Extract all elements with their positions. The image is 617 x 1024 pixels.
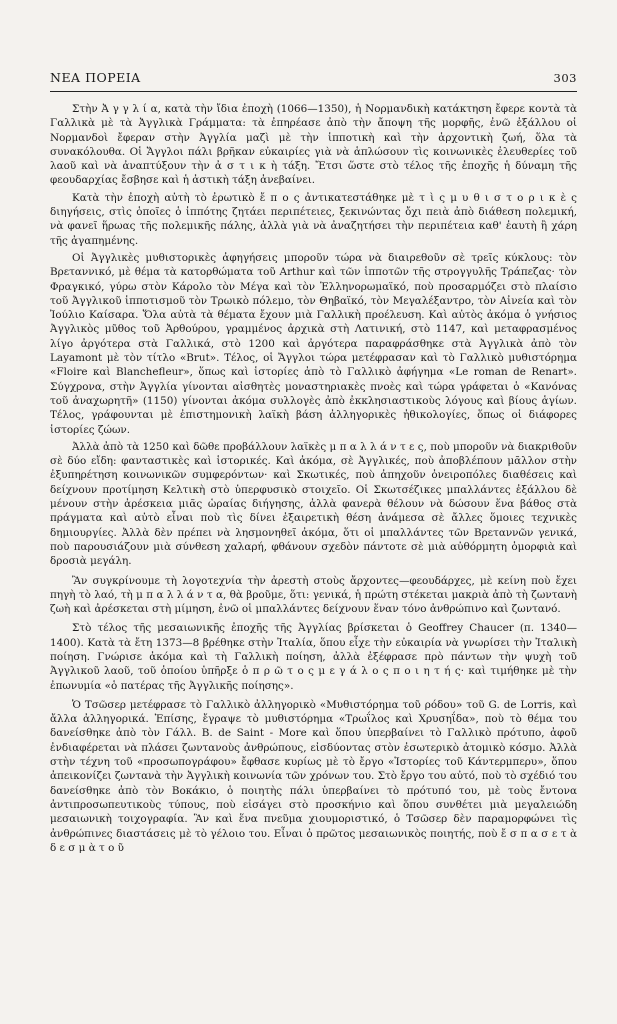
running-header [50,70,577,91]
header-rule [50,91,577,92]
paragraph: Στὸ τέλος τῆς μεσαιωνικῆς ἐποχῆς τῆς Ἀγγλίας βρίσκεται ὁ Geoffrey Chaucer (π. 1340—1400). Κατὰ τὰ ἔτη 1373—8 βρέθηκε στὴν Ἰταλία, ὅπου εἶχε τὴν εὐκαιρία νὰ γνωρίσει τὴν Ἰταλικὴ ποίηση. Γνώρισε ἀκόμα καὶ τὴ Γαλλικὴ ποίηση, ἀλλὰ ἐξέφρασε πρὸ πάντων τὴν ψυχὴ τοῦ Ἀγγλικοῦ λαοῦ, τοῦ ὁποίου ὑπῆρξε ὁ π ρ ῶ τ ο ς μ ε γ ά λ ο ς π ο ι η τ ή ς· καὶ τιμήθηκε μὲ τὴν ἐπωνυμία «ὁ πατέρας τῆς Ἀγγλικῆς ποίησης». [50,622,577,692]
article-body [50,102,577,855]
paragraph: Οἱ Ἀγγλικὲς μυθιστορικὲς ἀφηγήσεις μποροῦν τώρα νὰ διαιρεθοῦν σὲ τρεῖς κύκλους: τὸν Βρεταννικό, μὲ θέμα τὰ κατορθώματα τοῦ Arthur καὶ τῶν ἱπποτῶν τῆς στρογγυλῆς Τράπεζας· τὸν Φραγκικό, γύρω στὸν Κάρολο τὸν Μέγα καὶ τὸν Ἑλληνορωμαϊκό, ποὺ προσαρμόζει στὸ πλαίσιο τοῦ Ἀγγλικοῦ ἱπποτισμοῦ τὸν Τρωικὸ πόλεμο, τὸν Θηβαϊκό, τὸν Μεγαλέξαντρο, τὸν Αἰνεία καὶ τὸν Ἰούλιο Καίσαρα. Ὅλα αὐτὰ τὰ θέματα ἔχουν μιὰ Γαλλικὴ προέλευση. Καὶ αὐτὸς ἀκόμα ὁ γνήσιος Ἀγγλικὸς μῦθος τοῦ Ἀρθούρου, γραμμένος ἀρχικὰ στὴ Λατινική, στὸ 1147, καὶ μεταφρασμένος λίγο ἀργότερα στὰ Γαλλικά, στὸ 1200 καὶ ἀργότερα παραφράσθηκε στὰ Ἀγγλικὰ ἀπὸ τὸν Layamont μὲ τὸν τίτλο «Brut». Τέλος, οἱ Ἄγγλοι τώρα μετέφρασαν καὶ τὸ Γαλλικὸ μυθιστόρημα «Floire καὶ Blanchefleur», ὅπως καὶ ἱστορίες ἀπὸ τὸ Γαλλικὸ ἀφήγημα «Le roman de Renart». Σύγχρονα, στὴν Ἀγγλία γίνονται αἰσθητὲς μοναστηριακὲς πνοὲς καὶ τώρα γράφεται ὁ «Κανόνας τοῦ ἀναχωρητῆ» (1150) γίνονται ἀκόμα συλλογὲς ἀπὸ ἐκκλησιαστικοὺς λόγους καὶ βίους ἁγίων. Τέλος, γράφουνται μὲ ἐπιστημονικὴ λαϊκὴ βάση ἀλληγορικὲς ἠθικολογίες, ὅπως οἱ διάφορες ἱστορίες ζώων. [50,251,577,436]
paragraph: Κατὰ τὴν ἐποχὴ αὐτὴ τὸ ἐρωτικὸ ἔ π ο ς ἀντικατεστάθηκε μὲ τ ὶ ς μ υ θ ι σ τ ο ρ ι κ ὲ ς διηγήσεις, στὶς ὁποῖες ὁ ἱππότης ζητάει περιπέτειες, ξεκινώντας ὄχι πειὰ ἀπὸ διάθεση πολεμική, νὰ φανεῖ ἥρωας τῆς πολεμικῆς πάλης, ἀλλὰ γιὰ νὰ ἀναζητήσει τὴν περιπέτεια καθ' ἑαυτὴ ἢ χάρη τῆς ἀγαπημένης. [50,191,577,247]
paragraph: Ἂν συγκρίνουμε τὴ λογοτεχνία τὴν ἀρεστὴ στοὺς ἄρχοντες—φεουδάρχες, μὲ κείνη ποὺ ἔχει πηγὴ τὸ λαό, τὴ μ π α λ λ ά ν τ α, θὰ βροῦμε, ὅτι: γενικά, ἡ πρώτη στέκεται μακριὰ ἀπὸ τὴ ζωντανὴ ζωὴ καὶ ἀρέσκεται στὴ μίμηση, ἐνῶ οἱ μπαλλάντες δείχνουν ἕναν τόνο ἀνθρώπινο καὶ ζωντανό. [50,574,577,616]
paragraph: Ὁ Τσῶσερ μετέφρασε τὸ Γαλλικὸ ἀλληγορικὸ «Μυθιστόρημα τοῦ ρόδου» τοῦ G. de Lorris, καὶ ἄλλα ἀλληγορικά. Ἐπίσης, ἔγραψε τὸ μυθιστόρημα «Τρωΐλος καὶ Χρυσηΐδα», ποὺ τὸ θέμα του δανείσθηκε ἀπὸ τὸν Γάλλ. B. de Saint - More καὶ ὅπου ὑπερβαίνει τὸ Γαλλικὸ πρότυπο, ἀφοῦ ἐνδιαφέρεται νὰ πλάσει ζωντανοὺς ἀνθρώπους, εἰσδύοντας στὸν ἐσωτερικὸ ἀτομικὸ κόσμο. Ἀλλὰ στὴν τέχνη τοῦ «προσωπογράφου» ἔφθασε κυρίως μὲ τὸ ἔργο «Ἱστορίες τοῦ Κάντερμπερυ», ὅπου ἀπεικονίζει ζωντανὰ τὴν Ἀγγλικὴ κοινωνία τῶν χρόνων του. Στὸ ἔργο του αὐτό, ποὺ τὸ σχέδιό του δανείσθηκε ἀπὸ τὸν Βοκάκιο, ὁ ποιητὴς πάλι ὑπερβαίνει τὸ πρότυπό του, μὲ τοὺς ἔντονα ἀντιπροσωπευτικοὺς τύπους, ποὺ εἰσάγει στὸ προσκήνιο καὶ ὅπου συνθέτει μιὰ μεγαλειώδη μεσαιωνικὴ τοιχογραφία. Ἂν καὶ ἕνα πνεῦμα χιουμοριστικό, ὁ Τσῶσερ δὲν παραμορφώνει τὶς ἀνθρώπινες διαστάσεις μὲ τὸ γέλοιο του. Εἶναι ὁ πρῶτος μεσαιωνικὸς ποιητής, ποὺ ἔ σ π α σ ε τ ὰ δ ε σ μ ὰ τ ο ῦ [50,698,577,854]
paragraph: Ἀλλὰ ἀπὸ τὰ 1250 καὶ δῶθε προβάλλουν λαϊκὲς μ π α λ λ ά ν τ ε ς, ποὺ μποροῦν νὰ διακριθοῦν σὲ δύο εἴδη: φανταστικὲς καὶ ἱστορικές. Καὶ ἀκόμα, σὲ Ἀγγλικές, ποὺ ἀποβλέπουν μᾶλλον στὴν ἐξυπηρέτηση κοινωνικῶν συμφερόντων· καὶ Σκωτικές, ποὺ ἀπηχοῦν ὀνειροπόλες διαθέσεις καὶ δείχνουν προτίμηση Κελτικὴ στὸ ὑπερφυσικὸ στοιχεῖο. Οἱ Σκωτσέζικες μπαλλάντες ἐξάλλου δὲ μένουν στὴν ἀρέσκεια μιᾶς ὡραίας διήγησης, ἀλλὰ φανερὰ θέλουν νὰ δώσουν ἕνα βάθος στὰ πράγματα καὶ αὐτὸ εἶναι ποὺ τὶς δίνει ἐξαιρετικὴ θέση ἀνάμεσα σὲ ἄλλες ὅμοιες τεχνικὲς δημιουργίες. Ἀλλὰ δὲν πρέπει νὰ λησμονηθεῖ ἀκόμα, ὅτι οἱ μπαλλάντες τῶν Βρεταννῶν γενικά, ποὺ παρουσιάζουν μιὰ σύνθεση χαλαρή, φθάνουν σχεδὸν πάντοτε σὲ μιὰ αὐθόρμητη ὁμορφιὰ καὶ δροσιὰ μεγάλη. [50,440,577,568]
page-number: 303 [553,71,577,85]
journal-title: ΝΕΑ ΠΟΡΕΙΑ [50,70,141,85]
paragraph: Στὴν Ἀ γ γ λ ί α, κατὰ τὴν ἴδια ἐποχὴ (1066—1350), ἡ Νορμανδικὴ κατάκτηση ἔφερε κοντὰ τὰ Γαλλικὰ μὲ τὰ Ἀγγλικὰ Γράμματα: τὰ ἐπηρέασε ἀπὸ τὴν ἄποψη τῆς μορφῆς, ἐνῶ ἐξάλλου οἱ Νορμανδοὶ ἔφεραν στὴν Ἀγγλία μαζὶ μὲ τὴν ἱπποτικὴ καὶ τὴν ἀρχοντικὴ ζωή, ὅλα τὰ συνακόλουθα. Οἱ Ἄγγλοι πάλι βρῆκαν εὐκαιρίες γιὰ νὰ ἁπλώσουν τὶς κοινωνικὲς ἐλευθερίες τοῦ λαοῦ καὶ νὰ ἀναπτύξουν τὴν ἀ σ τ ι κ ὴ τάξη. Ἔτσι ὥστε στὸ τέλος τῆς ἐποχῆς ἡ δύναμη τῆς φεουδαρχίας ἔσβησε καὶ ἡ ἀστικὴ τάξη ἀνεβαίνει. [50,103,577,187]
page [50,70,577,858]
